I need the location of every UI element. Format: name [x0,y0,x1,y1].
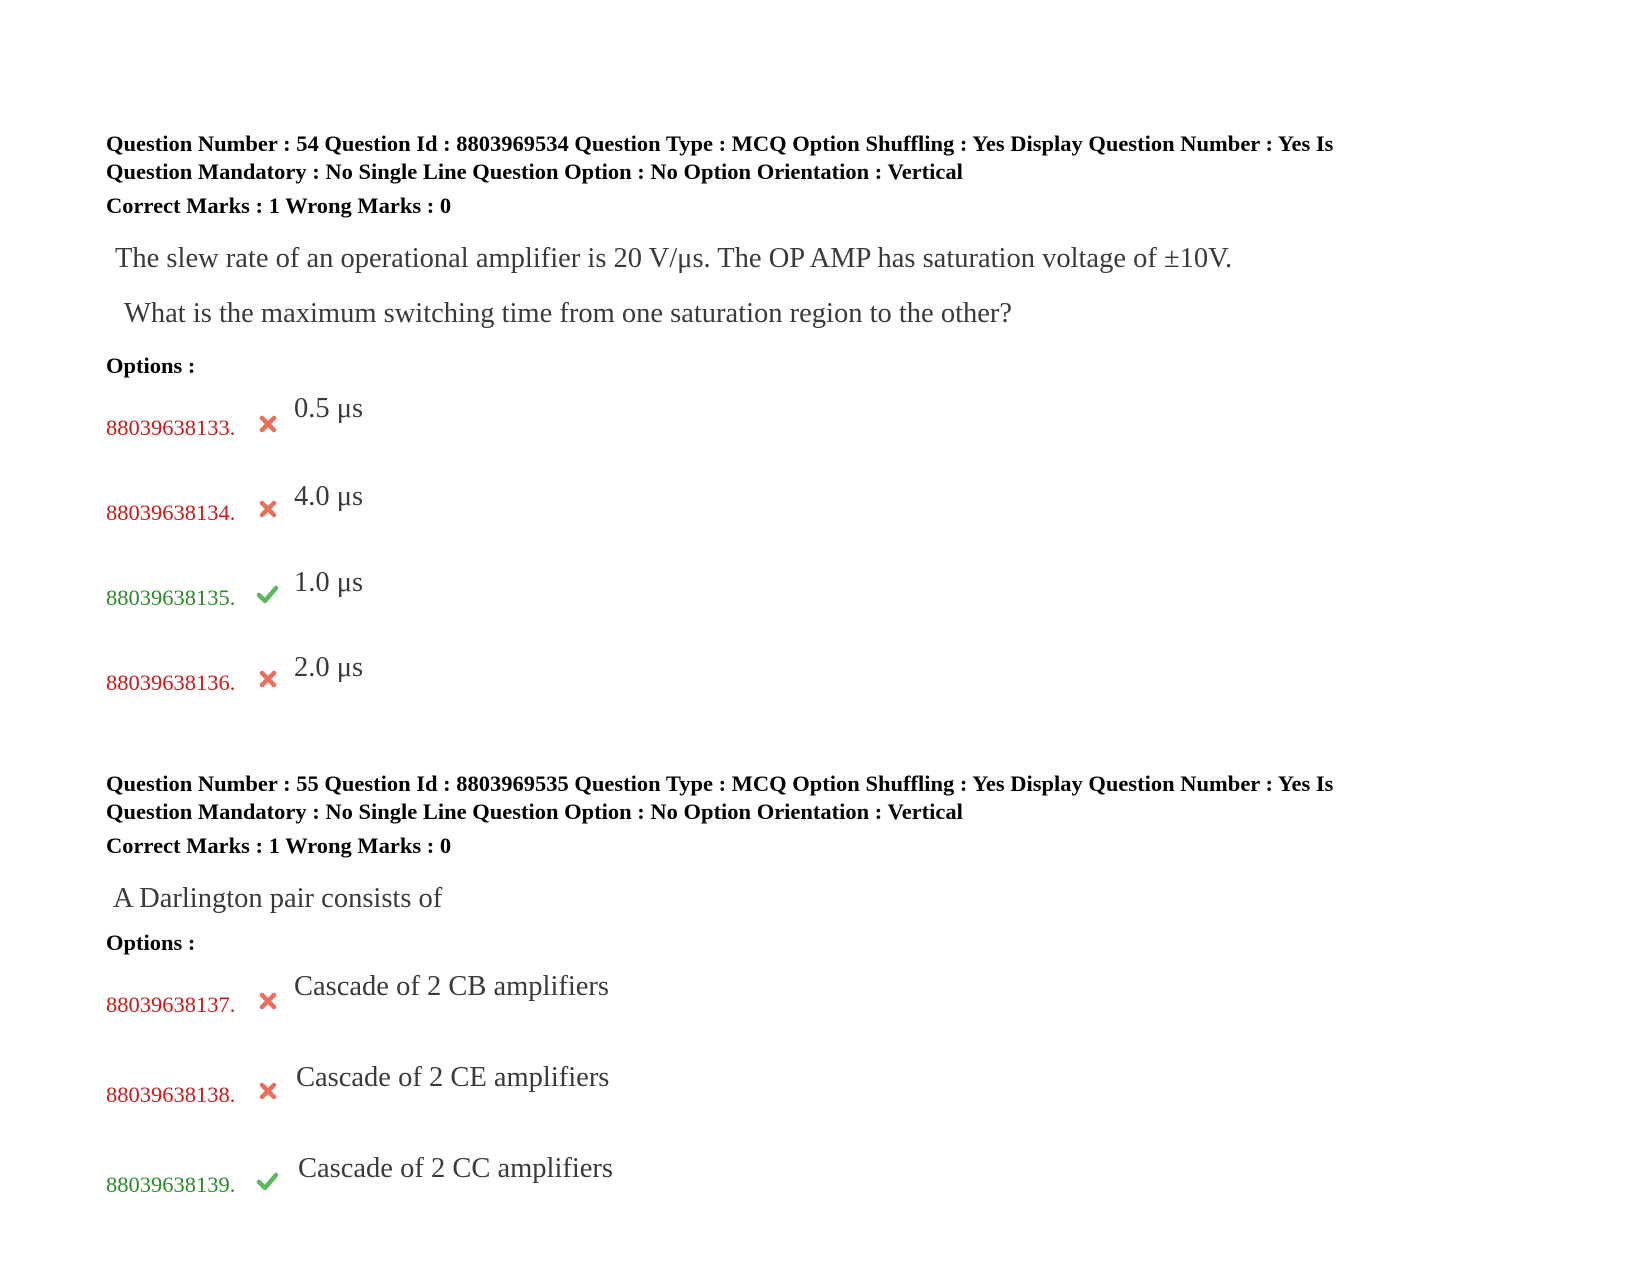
cross-icon [257,498,279,520]
question-header-line2: Question Mandatory : No Single Line Question Option : No Option Orientation : Vertical [106,799,963,824]
option-id: 88039638139. [106,1172,236,1197]
question-text-line1: A Darlington pair consists of [113,883,443,914]
option-text: 4.0 μs [294,481,364,512]
question-text-line2: What is the maximum switching time from one saturation region to the other? [124,298,1013,329]
option-text: 0.5 μs [294,393,364,424]
option-id: 88039638133. [106,415,236,440]
question-header-line1: Question Number : 55 Question Id : 8803969535 Question Type : MCQ Option Shuffling : Yes Display Question Number : Yes Is [106,771,1334,796]
check-icon [256,583,278,605]
cross-icon [257,413,279,435]
option-text: Cascade of 2 CB amplifiers [294,971,610,1002]
options-label: Options : [106,353,196,378]
cross-icon [257,668,279,690]
cross-icon [257,990,279,1012]
options-label: Options : [106,930,196,955]
marks-info: Correct Marks : 1 Wrong Marks : 0 [106,833,452,858]
question-header-line1: Question Number : 54 Question Id : 8803969534 Question Type : MCQ Option Shuffling : Yes Display Question Number : Yes Is [106,131,1334,156]
option-id: 88039638137. [106,992,236,1017]
option-id: 88039638136. [106,670,236,695]
option-id: 88039638138. [106,1082,236,1107]
option-id: 88039638135. [106,585,236,610]
marks-info: Correct Marks : 1 Wrong Marks : 0 [106,193,452,218]
question-header-line2: Question Mandatory : No Single Line Question Option : No Option Orientation : Vertical [106,159,963,184]
check-icon [256,1170,278,1192]
option-text: 1.0 μs [294,567,364,598]
option-text: 2.0 μs [294,652,364,683]
option-text: Cascade of 2 CC amplifiers [298,1153,614,1184]
cross-icon [257,1080,279,1102]
option-text: Cascade of 2 CE amplifiers [296,1062,610,1093]
question-text-line1: The slew rate of an operational amplifier is 20 V/μs. The OP AMP has saturation voltage of ±10V. [115,243,1233,274]
option-id: 88039638134. [106,500,236,525]
